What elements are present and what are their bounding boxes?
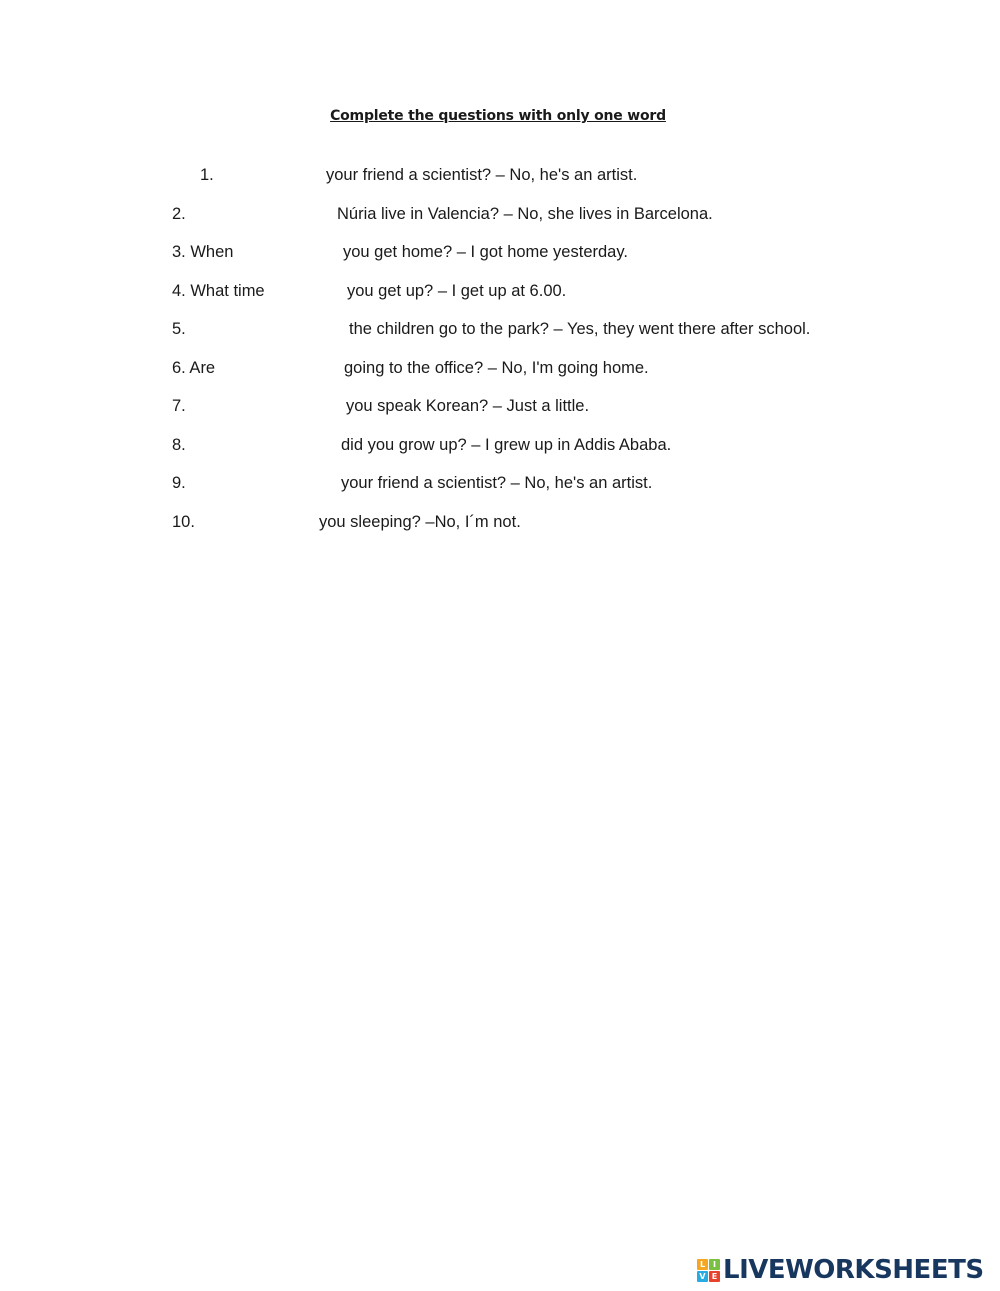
question-number: 4. What time — [172, 282, 265, 300]
logo-mark-icon — [697, 1259, 720, 1282]
question-number: 8. — [172, 436, 186, 454]
question-number: 1. — [200, 166, 214, 184]
question-text: you sleeping? –No, I´m not. — [319, 513, 521, 531]
question-text: your friend a scientist? – No, he's an artist. — [326, 166, 638, 184]
question-text: did you grow up? – I grew up in Addis Ababa. — [341, 436, 672, 454]
answer-blank-6[interactable] — [224, 359, 338, 377]
liveworksheets-logo — [697, 1256, 984, 1284]
question-number: 3. When — [172, 243, 234, 261]
logo-letter: L — [697, 1259, 708, 1270]
question-row — [0, 472, 1000, 494]
answer-blank-2[interactable] — [196, 205, 332, 223]
question-text: the children go to the park? – Yes, they went there after school. — [349, 320, 811, 338]
question-number: 10. — [172, 513, 195, 531]
question-row — [0, 511, 1000, 533]
question-row — [0, 434, 1000, 456]
question-text: you speak Korean? – Just a little. — [346, 397, 590, 415]
answer-blank-1[interactable] — [222, 166, 322, 184]
logo-wordmark: LIVEWORKSHEETS — [723, 1255, 984, 1285]
question-text: you get home? – I got home yesterday. — [343, 243, 628, 261]
answer-blank-4[interactable] — [274, 282, 342, 300]
question-number: 9. — [172, 474, 186, 492]
question-row — [0, 164, 1000, 186]
question-text: your friend a scientist? – No, he's an artist. — [341, 474, 653, 492]
question-row — [0, 241, 1000, 263]
question-text: going to the office? – No, I'm going home. — [344, 359, 649, 377]
logo-letter: I — [709, 1259, 720, 1270]
question-row — [0, 280, 1000, 302]
answer-blank-5[interactable] — [196, 320, 344, 338]
question-row — [0, 357, 1000, 379]
question-number: 2. — [172, 205, 186, 223]
question-number: 5. — [172, 320, 186, 338]
question-text: Núria live in Valencia? – No, she lives in Barcelona. — [337, 205, 713, 223]
answer-blank-3[interactable] — [242, 243, 338, 261]
worksheet-title: Complete the questions with only one word — [330, 108, 666, 124]
question-number: 7. — [172, 397, 186, 415]
answer-blank-9[interactable] — [196, 474, 336, 492]
logo-letter: E — [709, 1271, 720, 1282]
logo-letter: V — [697, 1271, 708, 1282]
answer-blank-10[interactable] — [204, 513, 314, 531]
question-row — [0, 395, 1000, 417]
question-text: you get up? – I get up at 6.00. — [347, 282, 567, 300]
question-row — [0, 318, 1000, 340]
answer-blank-7[interactable] — [196, 397, 340, 415]
question-row — [0, 203, 1000, 225]
question-number: 6. Are — [172, 359, 216, 377]
answer-blank-8[interactable] — [196, 436, 336, 454]
